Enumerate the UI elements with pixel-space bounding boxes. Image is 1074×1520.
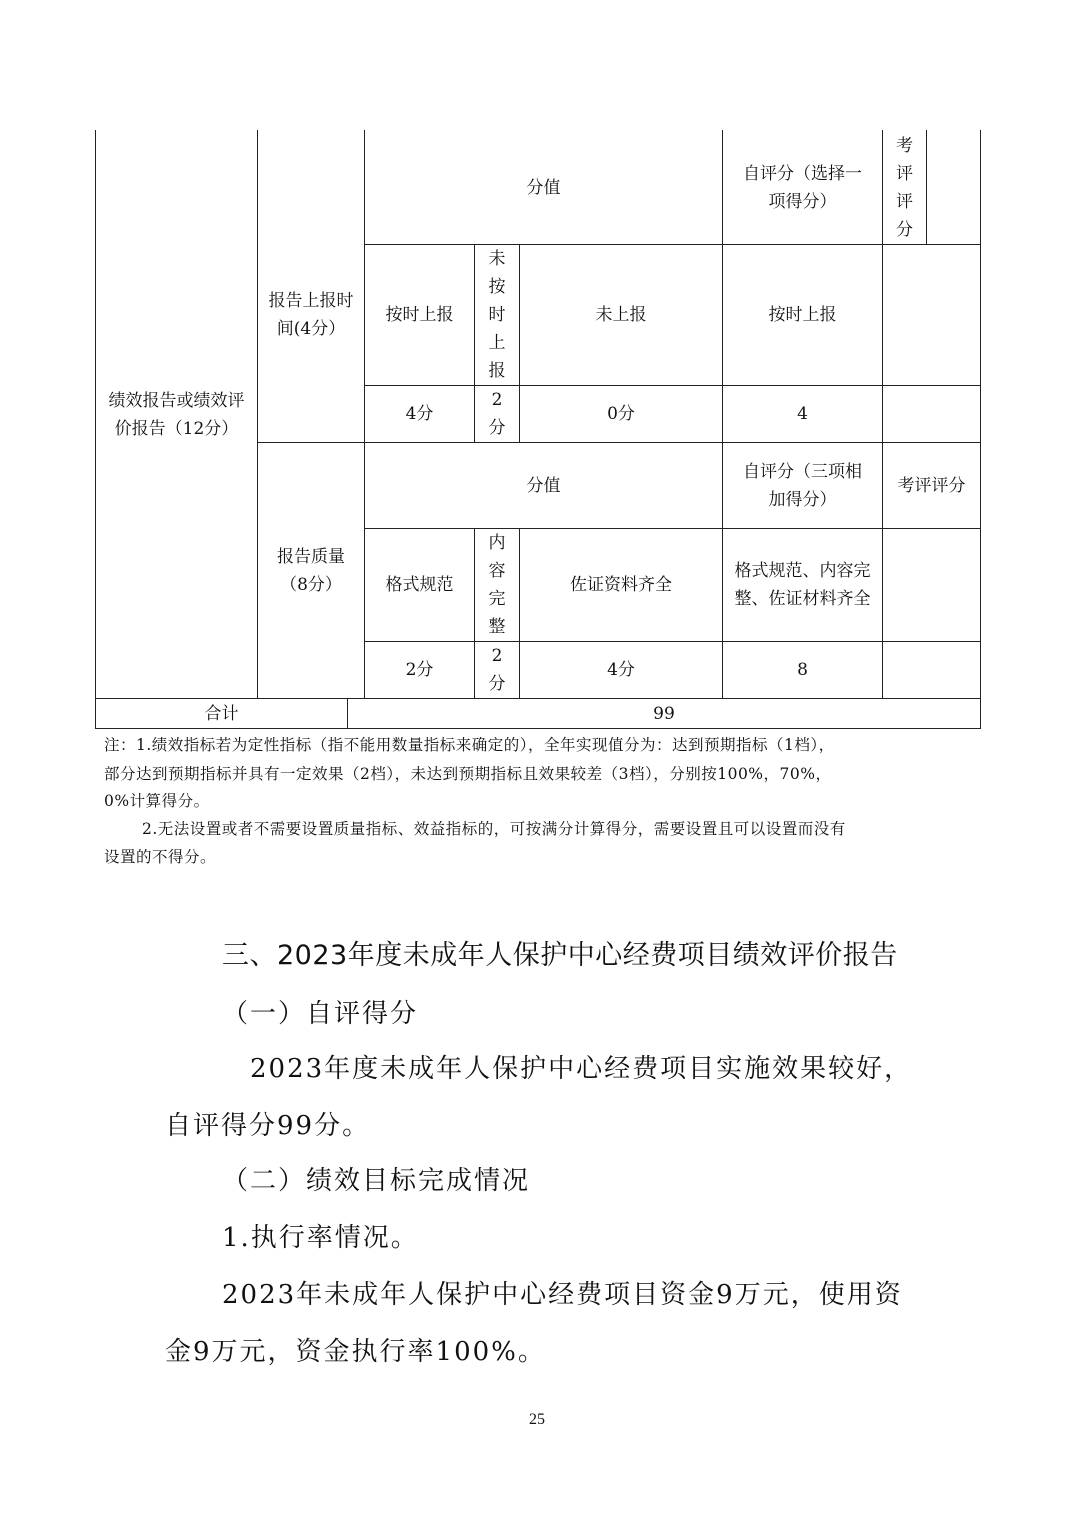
section1-header-review-text: 考评评分 — [896, 135, 913, 240]
paragraph-1-line1: 2023年度未成年人保护中心经费项目实施效果较好， — [250, 1054, 913, 1084]
table-divider — [926, 130, 927, 244]
section1-col2-text: 未按时上报 — [488, 249, 506, 381]
page-number: 25 — [529, 1411, 545, 1428]
section1-header-self — [723, 131, 882, 244]
row-group-label — [96, 380, 257, 450]
section2-col2 — [475, 529, 519, 641]
section2-header-score: 分值 — [526, 475, 561, 496]
note1-line3: 0%计算得分。 — [104, 792, 210, 810]
table-border-right — [980, 130, 981, 728]
note2-line1: 2.无法设置或者不需要设置质量指标、效益指标的，可按满分计算得分，需要设置且可以设置而没有 — [142, 820, 846, 838]
section2-self-value-text: 格式规范、内容完整、佐证材料齐全 — [734, 561, 871, 609]
section1-score2 — [475, 386, 519, 442]
section1-header-review — [883, 131, 926, 244]
paragraph-1-line2: 自评得分99分。 — [165, 1111, 371, 1141]
section2-score2-text: 2分 — [488, 646, 506, 694]
paragraph-2-line2: 金9万元，资金执行率100%。 — [165, 1337, 546, 1367]
note1-line2: 部分达到预期指标并具有一定效果（2档），未达到预期指标且效果较差（3档），分别按100%，70%， — [104, 765, 832, 783]
subheading-1: （一）自评得分 — [222, 999, 419, 1029]
table-border-bottom — [95, 728, 981, 729]
section1-score2-text: 2分 — [488, 390, 506, 438]
paragraph-2-line1: 2023年未成年人保护中心经费项目资金9万元，使用资 — [222, 1280, 903, 1310]
section1-self-value: 按时上报 — [768, 305, 837, 325]
section1-label — [258, 244, 364, 385]
section1-col1: 按时上报 — [385, 305, 454, 325]
section2-self-score: 8 — [797, 660, 808, 680]
total-label: 合计 — [204, 703, 239, 724]
section2-score3: 4分 — [607, 660, 635, 680]
section1-self-score: 4 — [797, 404, 808, 424]
item-1: 1.执行率情况。 — [222, 1223, 419, 1253]
note1-line1: 注：1.绩效指标若为定性指标（指不能用数量指标来确定的），全年实现值分为：达到预期指标（1档）， — [104, 736, 835, 754]
note2-line2: 设置的不得分。 — [104, 848, 217, 866]
section2-col1: 格式规范 — [385, 575, 454, 595]
section2-label — [258, 443, 364, 698]
section2-self-value — [723, 529, 882, 641]
section2-label-text: 报告质量（8分） — [277, 546, 345, 595]
section1-score1: 4分 — [405, 404, 434, 424]
section1-score3: 0分 — [607, 404, 635, 424]
section2-col3: 佐证资料齐全 — [570, 575, 672, 595]
section-heading: 三、2023年度未成年人保护中心经费项目绩效评价报告 — [222, 940, 898, 971]
section2-header-review: 考评评分 — [897, 475, 966, 496]
section2-score2 — [475, 642, 519, 698]
section2-col2-text: 内容完整 — [488, 533, 506, 637]
section1-col2 — [475, 245, 519, 385]
section2-score1: 2分 — [405, 660, 434, 680]
subheading-2: （二）绩效目标完成情况 — [222, 1166, 531, 1196]
section1-header-self-text: 自评分（选择一项得分） — [743, 163, 862, 212]
section2-header-self — [723, 443, 882, 528]
section2-header-self-text: 自评分（三项相加得分） — [743, 461, 862, 510]
section1-label-text: 报告上报时间(4分） — [268, 290, 354, 339]
section1-col3: 未上报 — [595, 305, 647, 325]
section1-header-score: 分值 — [526, 177, 561, 198]
row-group-label-text: 绩效报告或绩效评价报告（12分） — [108, 391, 245, 439]
total-value: 99 — [653, 703, 675, 724]
